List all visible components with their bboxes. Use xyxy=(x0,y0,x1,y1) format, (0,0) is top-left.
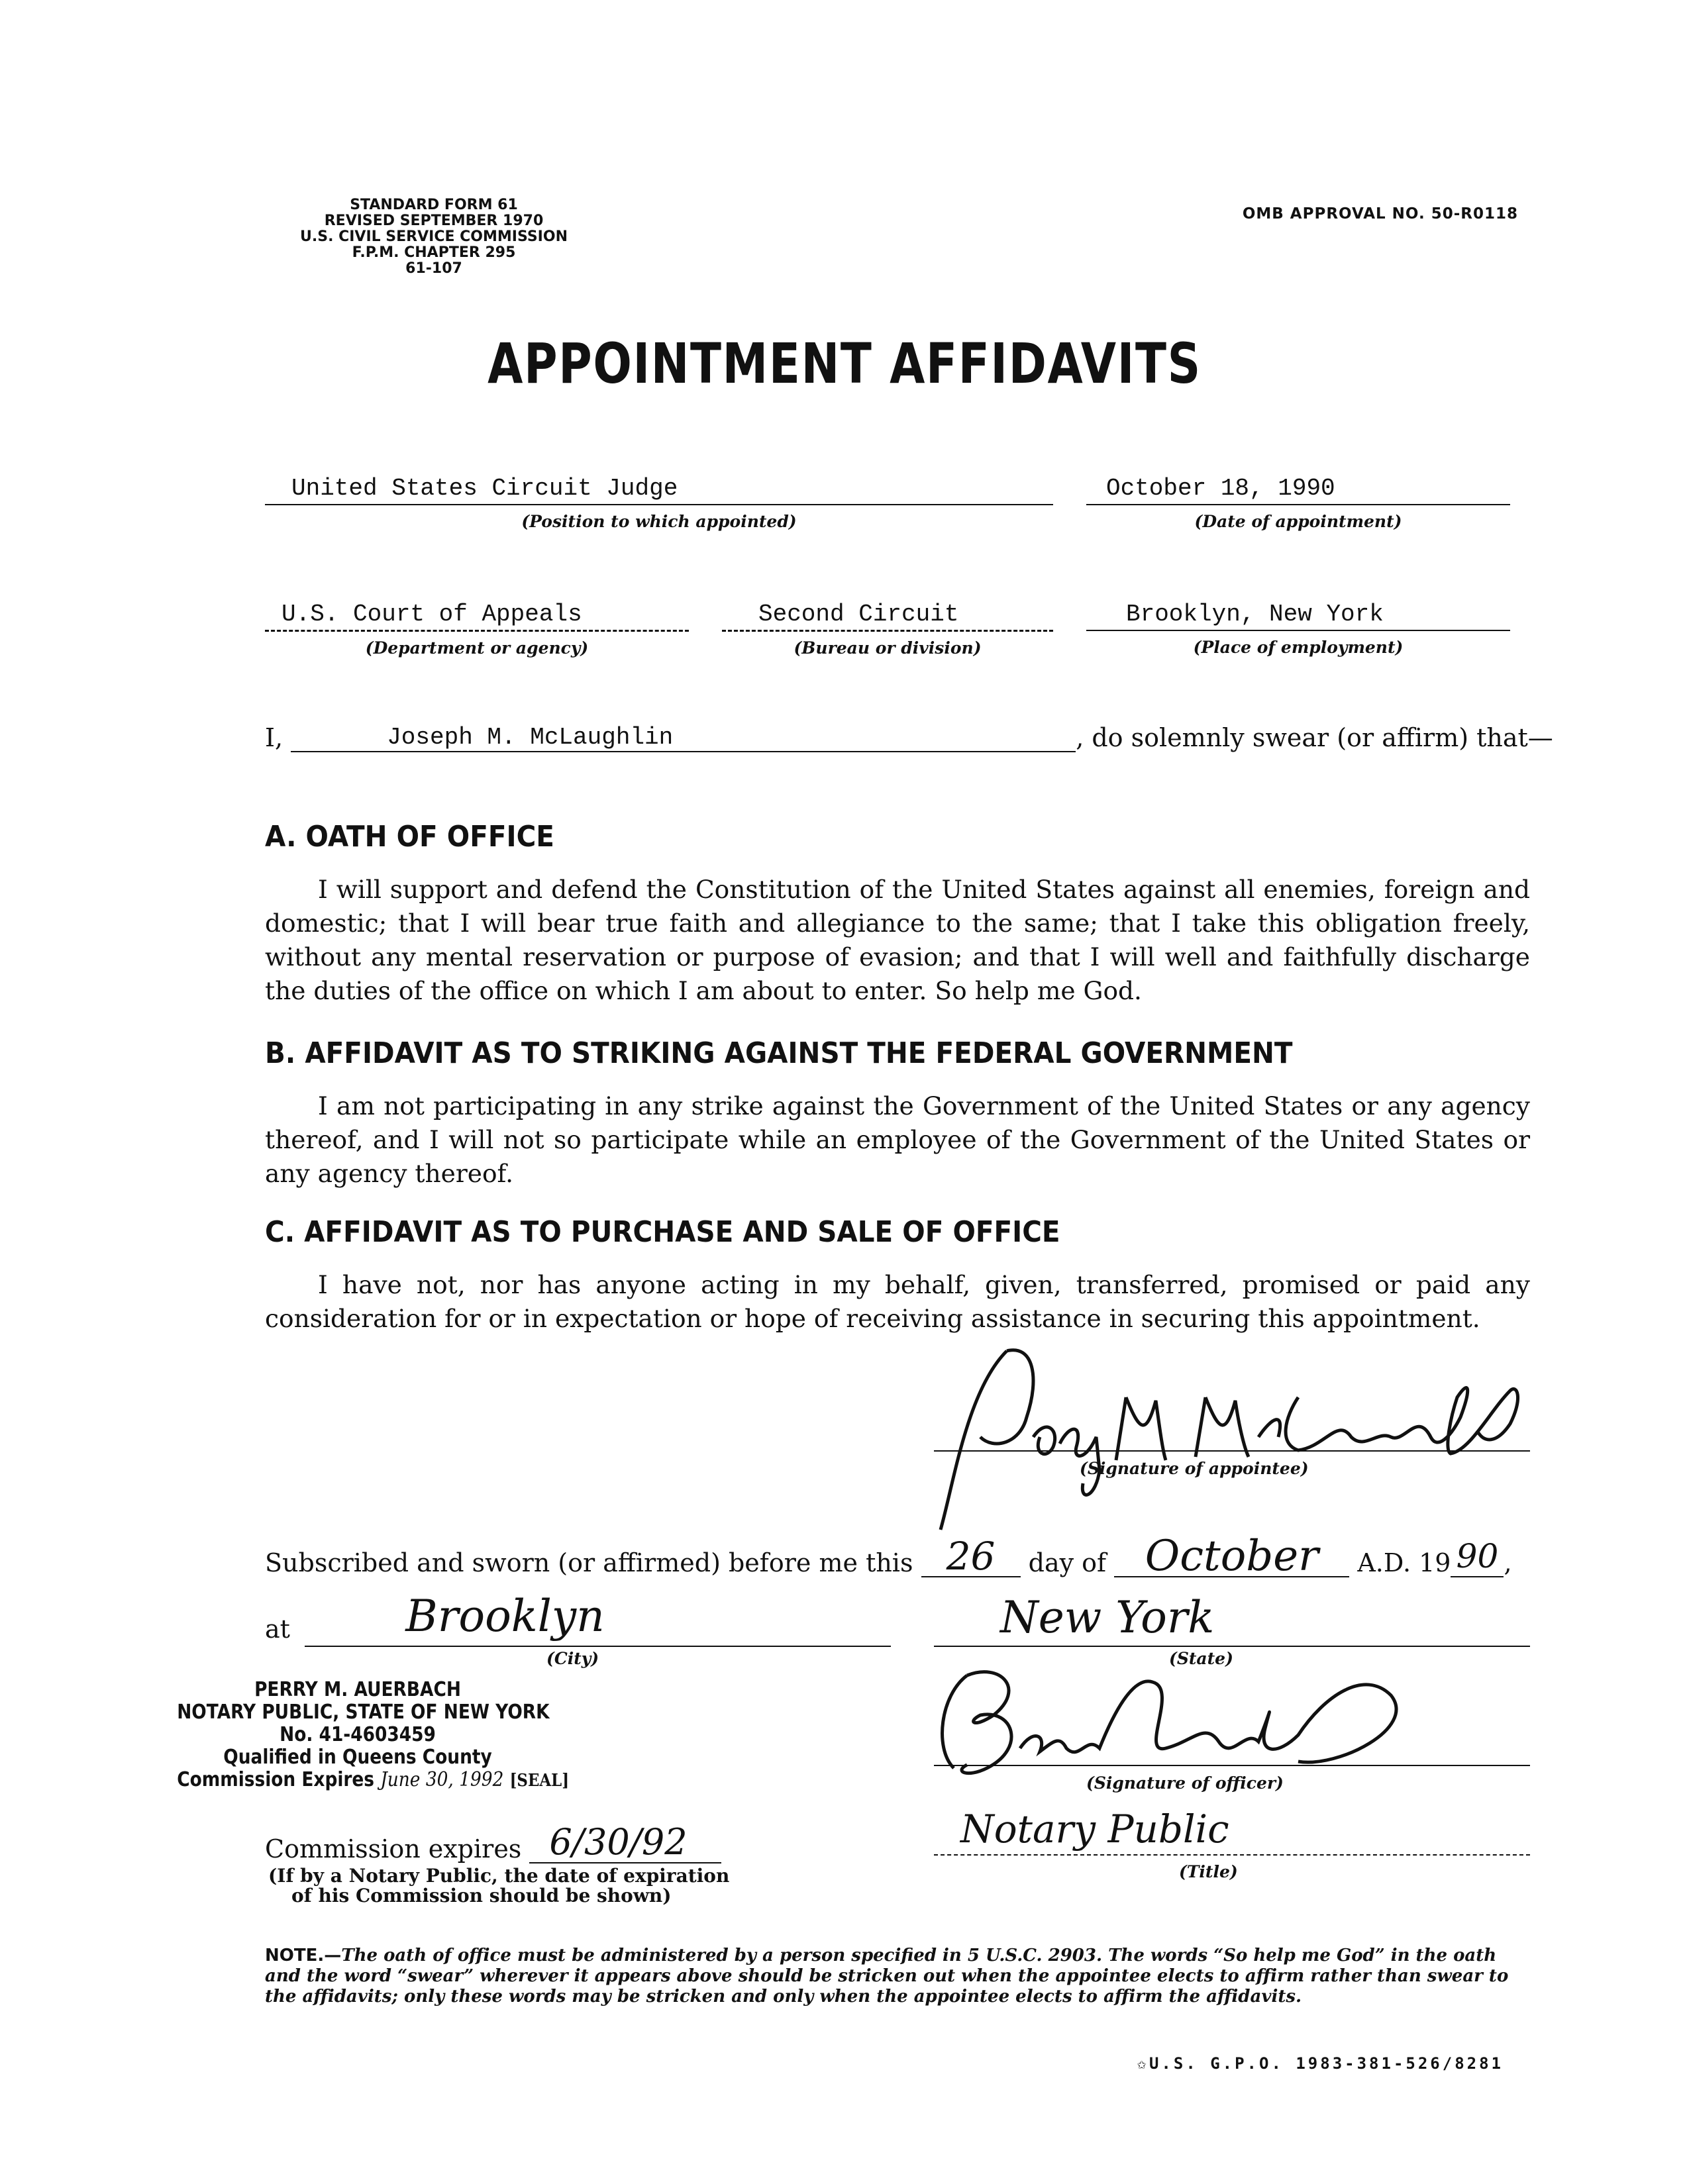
section-c-heading: C. AFFIDAVIT AS TO PURCHASE AND SALE OF OFFICE xyxy=(265,1215,1060,1249)
sworn-ad: A.D. 19 xyxy=(1357,1548,1451,1577)
sworn-prefix: Subscribed and sworn (or affirmed) before me this xyxy=(265,1548,913,1577)
date-value: October 18, 1990 xyxy=(1086,473,1510,505)
officer-signature-graphic xyxy=(927,1656,1431,1788)
at-label: at xyxy=(265,1614,290,1644)
sworn-month xyxy=(1114,1532,1349,1581)
notary-commission-state: NOTARY PUBLIC, STATE OF NEW YORK xyxy=(177,1701,550,1724)
note-text: The oath of office must be administered by a person specified in 5 U.S.C. 2903. The words “So help me God” in the oath and the word “swear” wherever it appears above should be stricken out when the appointee elects to affirm rather than swear to the affidavits; only these words may be stricken and only when the appointee elects to affirm the affidavits. xyxy=(265,1946,1509,2007)
sworn-end: , xyxy=(1504,1548,1512,1577)
place-field xyxy=(1086,599,1510,657)
state-field xyxy=(934,1593,1530,1647)
sworn-year xyxy=(1451,1536,1504,1577)
form-code: 61-107 xyxy=(405,260,462,277)
swear-prefix: I, xyxy=(265,723,283,752)
sworn-line xyxy=(265,1532,1512,1581)
gpo-imprint: ✩U.S. G.P.O. 1983-381-526/8281 xyxy=(1137,2054,1504,2073)
commission-field xyxy=(529,1822,721,1863)
commission-label: Commission expires xyxy=(265,1834,522,1863)
commission-note-line-1: (If by a Notary Public, the date of expiration xyxy=(268,1865,730,1887)
date-field xyxy=(1086,473,1510,531)
department-field xyxy=(265,599,689,658)
appointee-signature-graphic xyxy=(927,1338,1550,1536)
commission-value: 6/30/92 xyxy=(549,1821,688,1863)
place-value: Brooklyn, New York xyxy=(1086,599,1510,631)
note-lead: NOTE.— xyxy=(265,1946,342,1965)
notary-name: PERRY M. AUERBACH xyxy=(254,1678,461,1701)
omb-approval: OMB APPROVAL NO. 50-R0118 xyxy=(1242,205,1518,223)
appointee-signature xyxy=(927,1338,1550,1536)
notary-expires-prefix: Commission Expires xyxy=(177,1768,375,1791)
sworn-month-value: October xyxy=(1145,1532,1319,1581)
form-chapter: F.P.M. CHAPTER 295 xyxy=(352,244,516,261)
bureau-caption: (Bureau or division) xyxy=(793,638,982,658)
sworn-year-value: 90 xyxy=(1456,1537,1499,1575)
sworn-day-value: 26 xyxy=(946,1534,996,1579)
position-field xyxy=(265,473,1053,531)
department-value: U.S. Court of Appeals xyxy=(265,599,689,632)
date-caption: (Date of appointment) xyxy=(1194,512,1402,531)
form-identifier-block xyxy=(262,197,606,277)
bureau-value: Second Circuit xyxy=(722,599,1053,632)
sworn-day xyxy=(921,1536,1021,1577)
note-block xyxy=(265,1946,1523,2007)
section-b-text: I am not participating in any strike against the Government of the United States or any agency thereof, and I will not so participate while an employee of the Government of the United States or any agency thereof. xyxy=(265,1091,1530,1188)
notary-county: Qualified in Queens County xyxy=(223,1746,492,1769)
swear-line xyxy=(265,723,1553,752)
commission-note xyxy=(268,1866,729,1906)
commission-note-line-2: of his Commission should be shown) xyxy=(291,1885,672,1907)
notary-expires-date: June 30, 1992 xyxy=(380,1768,504,1791)
appointee-signature-caption: (Signature of appointee) xyxy=(1080,1459,1309,1478)
position-value: United States Circuit Judge xyxy=(265,473,1053,505)
notary-number: No. 41-4603459 xyxy=(280,1723,436,1746)
officer-signature-caption: (Signature of officer) xyxy=(1086,1773,1284,1793)
form-revision: REVISED SEPTEMBER 1970 xyxy=(324,213,544,229)
notary-expires-row xyxy=(177,1768,570,1792)
officer-signature xyxy=(927,1656,1431,1788)
city-value: Brooklyn xyxy=(405,1591,605,1642)
form-number: STANDARD FORM 61 xyxy=(350,197,518,213)
notary-stamp xyxy=(177,1678,570,1792)
sworn-day-of: day of xyxy=(1028,1548,1107,1577)
section-a-heading: A. OATH OF OFFICE xyxy=(265,820,554,854)
appointee-name: Joseph M. McLaughlin xyxy=(291,724,1076,752)
city-caption: (City) xyxy=(546,1649,599,1668)
seal-label: [SEAL] xyxy=(509,1771,570,1791)
city-field xyxy=(305,1593,891,1647)
position-caption: (Position to which appointed) xyxy=(521,512,797,531)
form-issuer: U.S. CIVIL SERVICE COMMISSION xyxy=(300,228,568,245)
section-a-text: I will support and defend the Constitution of the United States against all enemies, foreign and domestic; that I will bear true faith and allegiance to the same; that I take this obligation freely, without any mental reservation or purpose of evasion; and that I will well and faithfully discharge the duties of the office on which I am about to enter. So help me God. xyxy=(265,875,1530,1005)
place-caption: (Place of employment) xyxy=(1193,638,1404,657)
section-b-heading: B. AFFIDAVIT AS TO STRIKING AGAINST THE FEDERAL GOVERNMENT xyxy=(265,1036,1293,1070)
section-c-text: I have not, nor has anyone acting in my behalf, given, transferred, promised or paid any consideration for or in expectation or hope of receiving assistance in securing this appointment. xyxy=(265,1270,1530,1333)
title-value: Notary Public xyxy=(960,1807,1229,1852)
bureau-field xyxy=(722,599,1053,658)
swear-suffix: , do solemnly swear (or affirm) that— xyxy=(1076,723,1553,752)
department-caption: (Department or agency) xyxy=(365,638,589,658)
document-title: APPOINTMENT AFFIDAVITS xyxy=(487,331,1202,396)
state-caption: (State) xyxy=(1169,1649,1233,1668)
title-caption: (Title) xyxy=(1179,1862,1238,1881)
commission-row xyxy=(265,1822,721,1863)
title-field xyxy=(934,1808,1530,1856)
state-value: New York xyxy=(1000,1592,1215,1643)
